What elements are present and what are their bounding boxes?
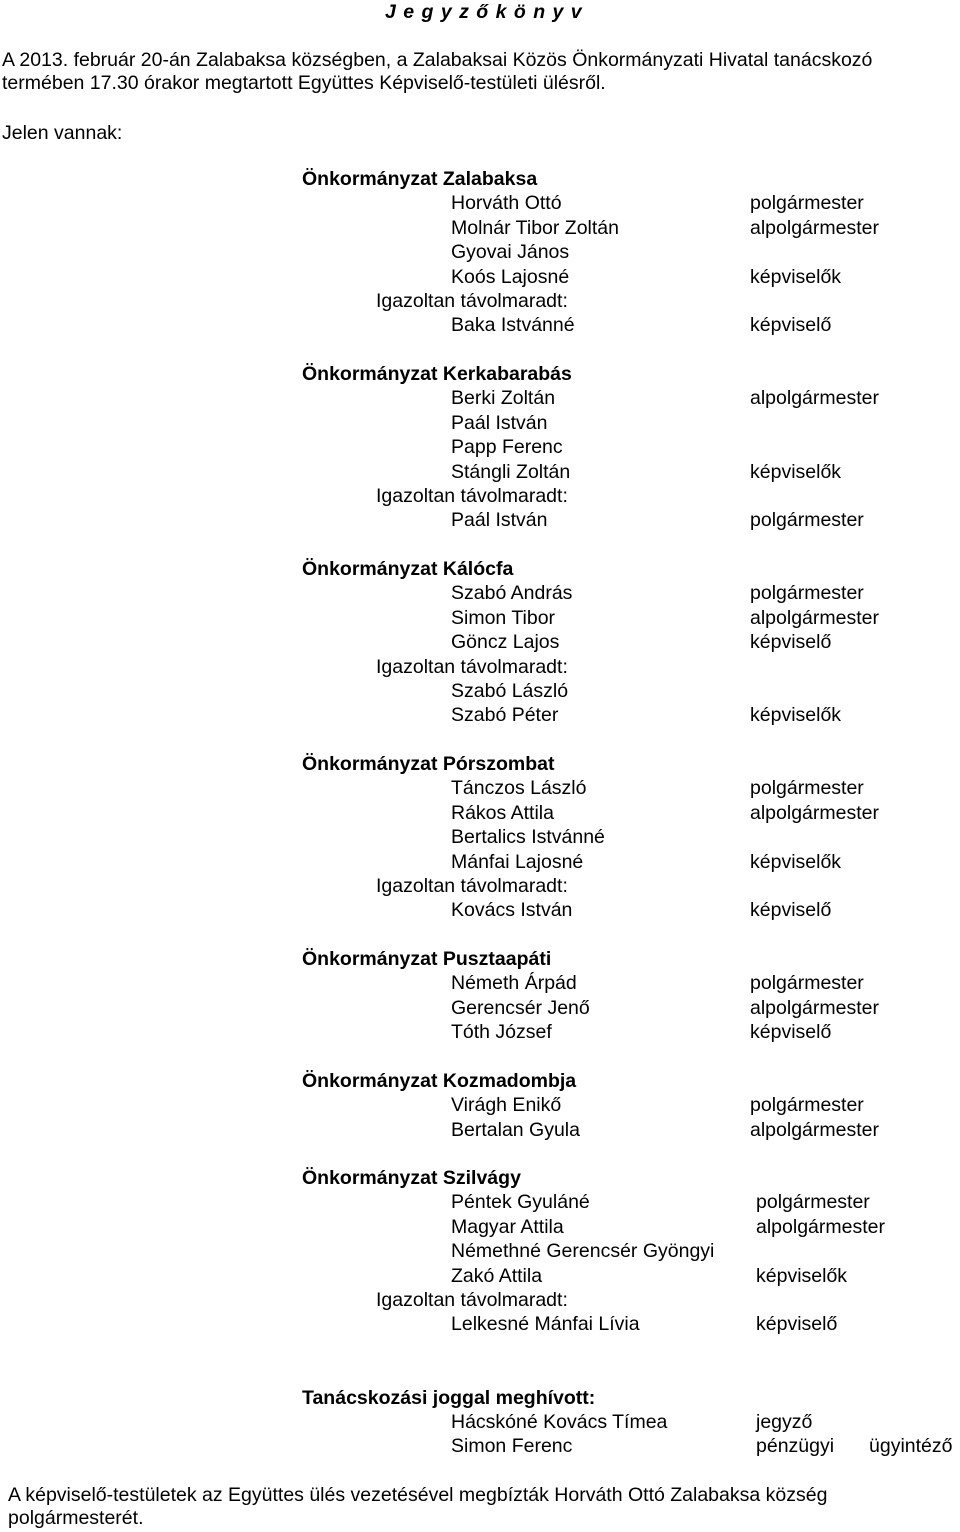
member-name: Virágh Enikő [451,1094,562,1116]
member-role: polgármester [750,509,864,531]
member-role: alpolgármester [750,802,879,824]
member-role: polgármester [750,1094,864,1116]
member-name: Papp Ferenc [451,436,563,458]
member-role: képviselő [750,1021,832,1043]
member-name: Kovács István [451,899,573,921]
invited-person-2: Simon Ferenc [451,1435,573,1457]
member-role: képviselő [750,631,832,653]
member-name: Paál István [451,509,548,531]
invited-role-1: jegyző [756,1411,813,1433]
member-role: polgármester [750,192,864,214]
absent-label: Igazoltan távolmaradt: [376,1289,568,1311]
member-role: alpolgármester [750,607,879,629]
member-name: Péntek Gyuláné [451,1191,590,1213]
municipality-heading: Önkormányzat Szilvágy [302,1167,521,1189]
municipality-heading: Önkormányzat Pusztaapáti [302,948,552,970]
member-role: polgármester [750,777,864,799]
municipality-heading: Önkormányzat Kerkabarabás [302,363,572,385]
member-name: Szabó Péter [451,704,559,726]
member-name: Zakó Attila [451,1265,543,1287]
member-name: Baka Istvánné [451,314,575,336]
municipality-heading: Önkormányzat Pórszombat [302,753,555,775]
member-role: alpolgármester [750,217,879,239]
member-name: Gyovai János [451,241,570,263]
member-role: képviselők [750,851,842,873]
member-name: Szabó László [451,680,569,702]
member-name: Paál István [451,412,548,434]
member-name: Magyar Attila [451,1216,564,1238]
absent-label: Igazoltan távolmaradt: [376,485,568,507]
member-name: Tóth József [451,1021,552,1043]
member-name: Mánfai Lajosné [451,851,584,873]
closing-paragraph: A képviselő-testületek az Együttes ülés vezetésével megbízták Horváth Ottó Zalabaksa község polgármesterét. [8,1484,828,1529]
member-name: Göncz Lajos [451,631,560,653]
member-role: alpolgármester [750,387,879,409]
member-name: Németh Árpád [451,972,577,994]
member-name: Lelkesné Mánfai Lívia [451,1313,640,1335]
municipality-heading: Önkormányzat Kálócfa [302,558,514,580]
present-heading: Jelen vannak: [2,122,123,144]
document-title: J e g y z ő k ö n y v [385,1,583,23]
member-role: polgármester [750,582,864,604]
member-role: képviselő [756,1313,838,1335]
member-role: polgármester [750,972,864,994]
municipality-heading: Önkormányzat Zalabaksa [302,168,538,190]
member-name: Rákos Attila [451,802,554,824]
invited-heading: Tanácskozási joggal meghívott: [302,1387,596,1409]
member-role: képviselők [750,266,842,288]
member-role: képviselők [750,704,842,726]
member-name: Berki Zoltán [451,387,556,409]
member-name: Szabó András [451,582,573,604]
member-name: Stángli Zoltán [451,461,571,483]
invited-role-2b: ügyintéző [869,1435,953,1457]
member-name: Tánczos László [451,777,587,799]
member-role: alpolgármester [750,1119,879,1141]
member-name: Simon Tibor [451,607,556,629]
absent-label: Igazoltan távolmaradt: [376,656,568,678]
member-role: polgármester [756,1191,870,1213]
member-name: Bertalics Istvánné [451,826,605,848]
absent-label: Igazoltan távolmaradt: [376,290,568,312]
member-name: Koós Lajosné [451,266,570,288]
member-role: alpolgármester [756,1216,885,1238]
intro-paragraph: A 2013. február 20-án Zalabaksa községben, a Zalabaksai Közös Önkormányzati Hivatal tanácskozó termében 17.30 órakor megtartott Együttes Képviselő-testületi ülésről. [2,49,873,94]
member-name: Némethné Gerencsér Gyöngyi [451,1240,715,1262]
member-name: Gerencsér Jenő [451,997,590,1019]
absent-label: Igazoltan távolmaradt: [376,875,568,897]
member-role: alpolgármester [750,997,879,1019]
member-name: Bertalan Gyula [451,1119,580,1141]
invited-role-2: pénzügyi [756,1435,835,1457]
member-name: Molnár Tibor Zoltán [451,217,619,239]
member-role: képviselők [756,1265,848,1287]
invited-person-1: Hácskóné Kovács Tímea [451,1411,668,1433]
municipality-heading: Önkormányzat Kozmadombja [302,1070,577,1092]
member-name: Horváth Ottó [451,192,562,214]
member-role: képviselők [750,461,842,483]
member-role: képviselő [750,899,832,921]
member-role: képviselő [750,314,832,336]
